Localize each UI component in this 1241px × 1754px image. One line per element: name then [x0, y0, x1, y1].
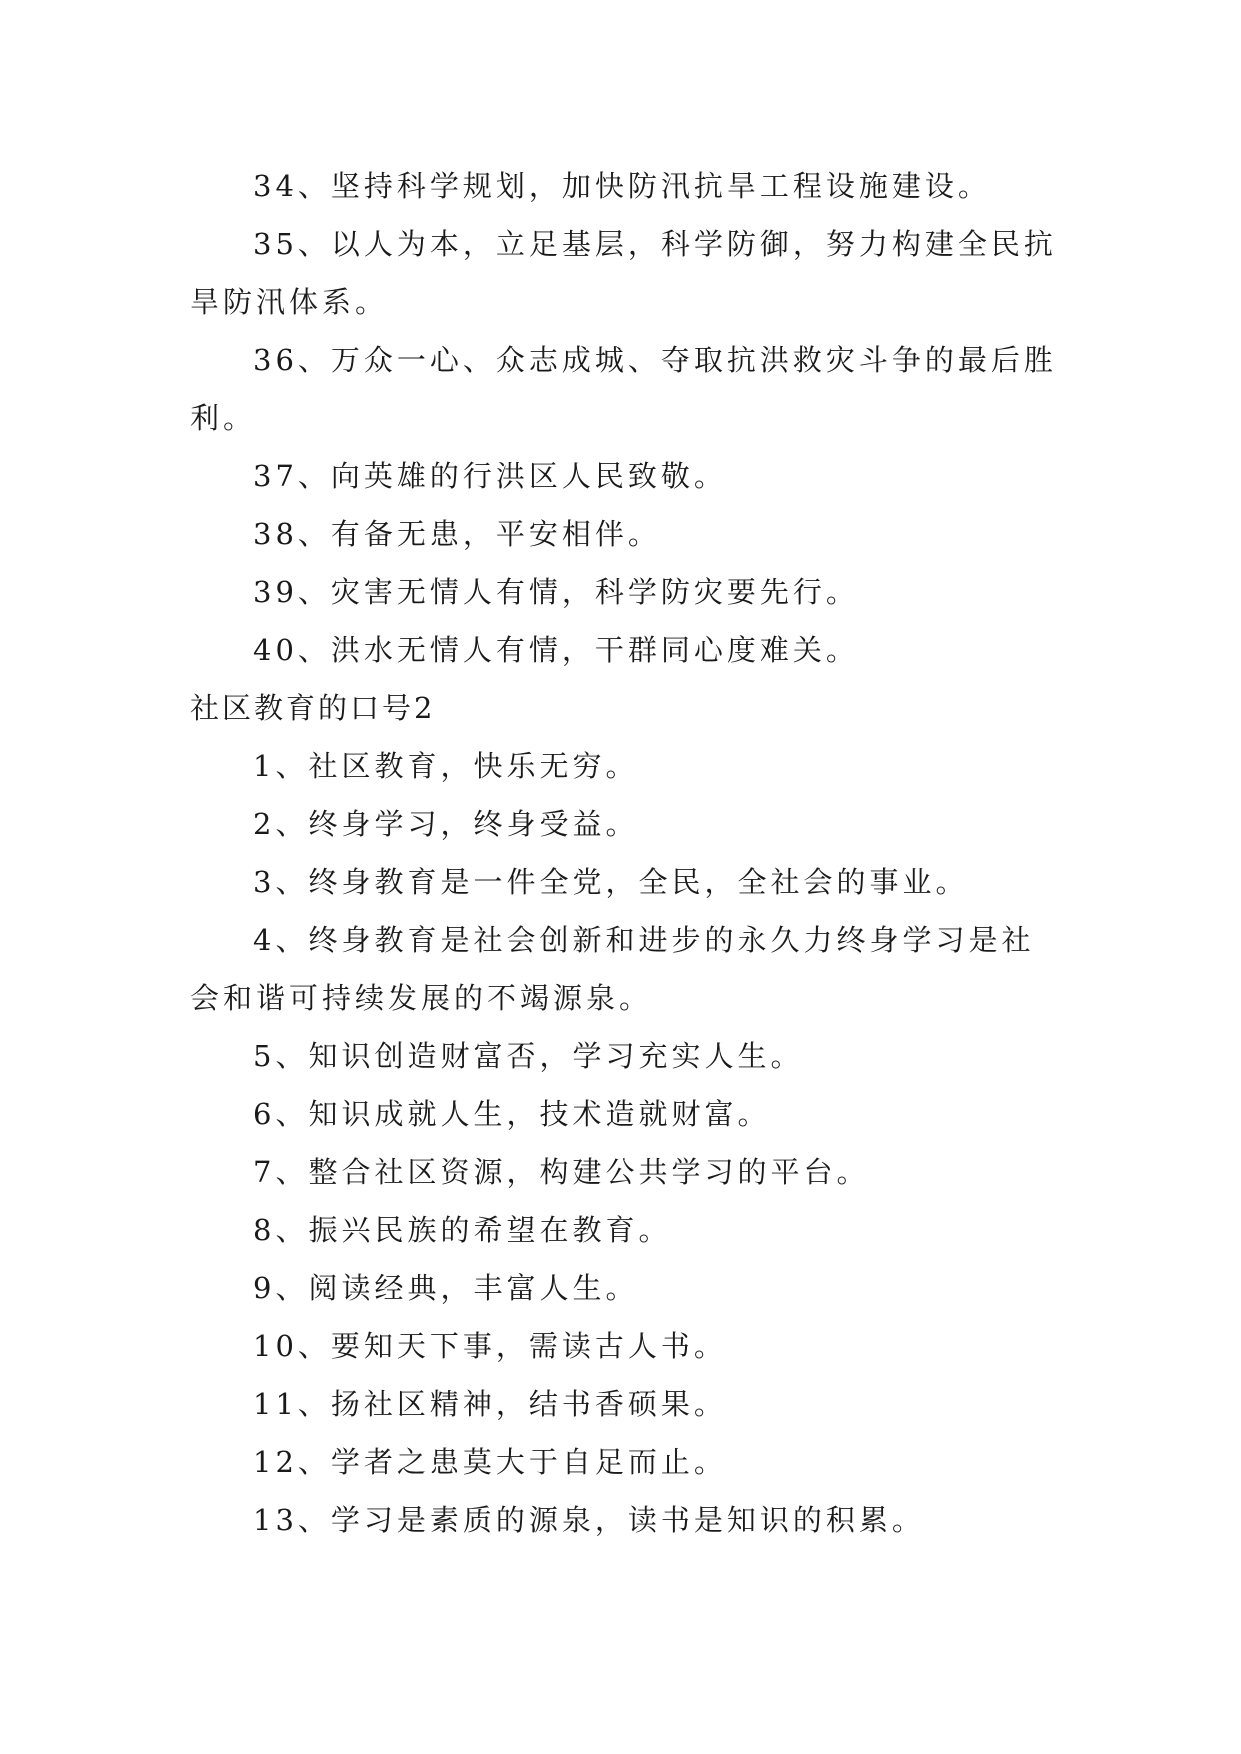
paragraph-line: 10、要知天下事，需读古人书。 — [253, 1329, 727, 1363]
paragraph-line: 35、以人为本，立足基层，科学防御，努力构建全民抗 — [253, 227, 1057, 261]
paragraph-line: 37、向英雄的行洪区人民致敬。 — [253, 459, 727, 493]
paragraph-line: 11、扬社区精神，结书香硕果。 — [253, 1387, 727, 1421]
paragraph-line: 会和谐可持续发展的不竭源泉。 — [190, 981, 653, 1015]
paragraph-line: 旱防汛体系。 — [190, 285, 389, 319]
paragraph-line: 39、灾害无情人有情，科学防灾要先行。 — [253, 575, 859, 609]
paragraph-line: 6、知识成就人生，技术造就财富。 — [253, 1097, 771, 1131]
paragraph-line: 7、整合社区资源，构建公共学习的平台。 — [253, 1155, 870, 1189]
paragraph-line: 4、终身教育是社会创新和进步的永久力终身学习是社 — [253, 923, 1035, 957]
paragraph-line: 40、洪水无情人有情，干群同心度难关。 — [253, 633, 859, 667]
paragraph-line: 36、万众一心、众志成城、夺取抗洪救灾斗争的最后胜 — [253, 343, 1057, 377]
paragraph-line: 8、振兴民族的希望在教育。 — [253, 1213, 672, 1247]
paragraph-line: 利。 — [190, 401, 257, 435]
paragraph-line: 12、学者之患莫大于自足而止。 — [253, 1445, 727, 1479]
paragraph-line: 38、有备无患，平安相伴。 — [253, 517, 661, 551]
paragraph-line: 3、终身教育是一件全党，全民，全社会的事业。 — [253, 865, 969, 899]
section-heading: 社区教育的口号2 — [190, 691, 436, 725]
paragraph-line: 2、终身学习，终身受益。 — [253, 807, 639, 841]
paragraph-line: 9、阅读经典，丰富人生。 — [253, 1271, 639, 1305]
paragraph-line: 13、学习是素质的源泉，读书是知识的积累。 — [253, 1503, 925, 1537]
paragraph-line: 34、坚持科学规划，加快防汛抗旱工程设施建设。 — [253, 169, 991, 203]
paragraph-line: 1、社区教育，快乐无穷。 — [253, 749, 639, 783]
paragraph-line: 5、知识创造财富否，学习充实人生。 — [253, 1039, 804, 1073]
